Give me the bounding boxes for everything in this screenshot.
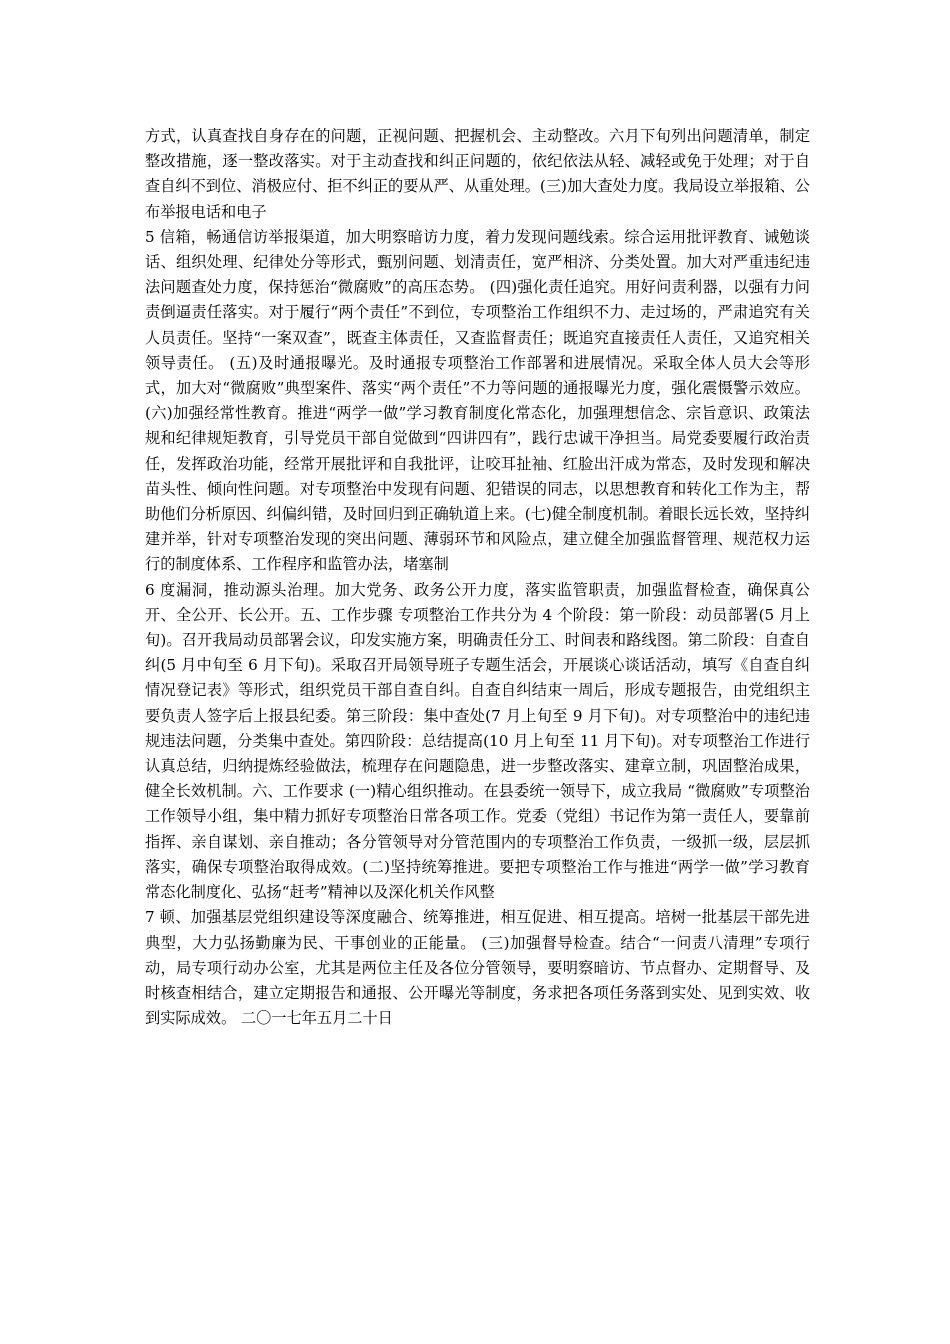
- paragraph-2: 5 信箱，畅通信访举报渠道，加大明察暗访力度，着力发现问题线索。综合运用批评教育、诫勉谈话、组织处理、纪律处分等形式，甄别问题、划清责任，宽严相济、分类处置。加大对严重违纪违法问题查处力度，保持惩治“微腐败”的高压态势。 (四)强化责任追究。用好问责利器，以强有力问责倒逼责任落实。对于履行“两个责任”不到位，专项整治工作组织不力、走过场的，严肃追究有关人员责任。坚持“一案双查”，既查主体责任，又查监督责任；既追究直接责任人责任，又追究相关领导责任。 (五)及时通报曝光。及时通报专项整治工作部署和进展情况。采取全体人员大会等形式，加大对“微腐败”典型案件、落实“两个责任”不力等问题的通报曝光力度，强化震慑警示效应。 (六)加强经常性教育。推进“两学一做”学习教育制度化常态化，加强理想信念、宗旨意识、政策法规和纪律规矩教育，引导党员干部自觉做到“四讲四有”，践行忠诚干净担当。局党委要履行政治责任，发挥政治功能，经常开展批评和自我批评，让咬耳扯袖、红脸出汗成为常态，及时发现和解决苗头性、倾向性问题。对专项整治中发现有问题、犯错误的同志，以思想教育和转化工作为主，帮助他们分析原因、纠偏纠错，及时回归到正确轨道上来。(七)健全制度机制。着眼长远长效，坚持纠建并举，针对专项整治发现的突出问题、薄弱环节和风险点，建立健全加强监督管理、规范权力运行的制度体系、工作程序和监管办法，堵塞制: [145, 227, 810, 574]
- paragraph-3: 6 度漏洞，推动源头治理。加大党务、政务公开力度，落实监管职责，加强监督检查，确保真公开、全公开、长公开。五、工作步骤 专项整治工作共分为 4 个阶段：第一阶段：动员部署(5 月上旬)。召开我局动员部署会议，印发实施方案，明确责任分工、时间表和路线图。第二阶段：自查自纠(5 月中旬至 6 月下旬)。采取召开局领导班子专题生活会，开展谈心谈话活动，填写《自查自纠情况登记表》等形式，组织党员干部自查自纠。自查自纠结束一周后，形成专题报告，由党组织主要负责人签字后上报县纪委。第三阶段：集中查处(7 月上旬至 9 月下旬)。对专项整治中的违纪违规违法问题，分类集中查处。第四阶段：总结提高(10 月上旬至 11 月下旬)。对专项整治工作进行认真总结，归纳提炼经验做法，梳理存在问题隐患，进一步整改落实、建章立制，巩固整治成果，健全长效机制。六、工作要求 (一)精心组织推动。在县委统一领导下，成立我局 “微腐败”专项整治工作领导小组，集中精力抓好专项整治日常各项工作。党委（党组）书记作为第一责任人，要靠前指挥、亲自谋划、亲自推动；各分管领导对分管范围内的专项整治工作负责，一级抓一级，层层抓落实，确保专项整治取得成效。(二)坚持统筹推进。要把专项整治工作与推进“两学一做”学习教育常态化制度化、弘扬“赶考”精神以及深化机关作风整: [145, 580, 810, 902]
- paragraph-1: 方式，认真查找自身存在的问题，正视问题、把握机会、主动整改。六月下旬列出问题清单，制定整改措施，逐一整改落实。对于主动查找和纠正问题的，依纪依法从轻、减轻或免于处理；对于自查自纠不到位、消极应付、拒不纠正的要从严、从重处理。(三)加大查处力度。我局设立举报箱、公布举报电话和电子: [145, 127, 810, 221]
- paragraph-4: 7 顿、加强基层党组织建设等深度融合、统筹推进，相互促进、相互提高。培树一批基层干部先进典型，大力弘扬勤廉为民、干事创业的正能量。 (三)加强督导检查。结合“一问责八清理”专项行动，局专项行动办公室，尤其是两位主任及各位分管领导，要明察暗访、节点督办、定期督导、及时核查相结合，建立定期报告和通报、公开曝光等制度，务求把各项任务落到实处、见到实效、收到实际成效。 二〇一七年五月二十日: [145, 908, 810, 1028]
- document-body: [145, 124, 810, 1031]
